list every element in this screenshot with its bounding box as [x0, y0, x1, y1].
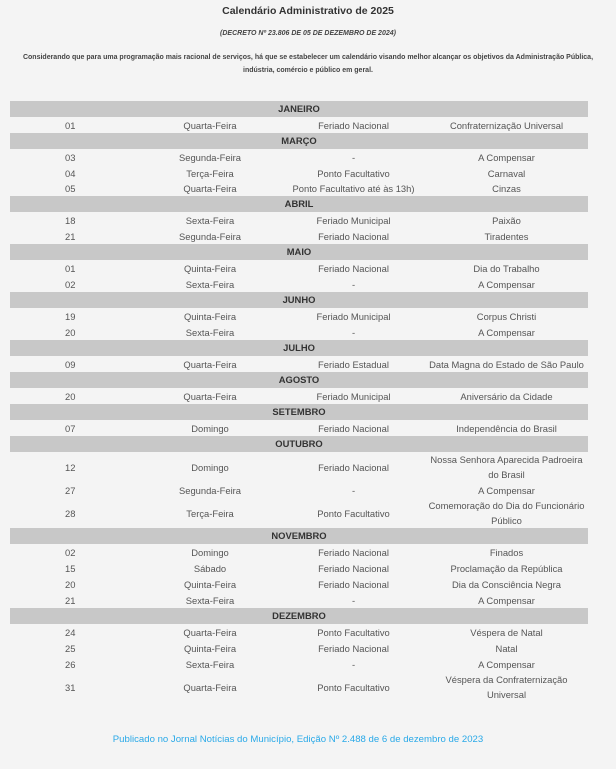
holiday-row: [10, 452, 588, 482]
month-header-row: [10, 133, 588, 149]
weekday-cell: Segunda-Feira: [178, 484, 242, 496]
description-cell: Data Magna do Estado de São Paulo: [429, 358, 584, 370]
type-cell: -: [351, 594, 356, 606]
day-cell: 15: [65, 562, 76, 574]
holiday-row: [10, 149, 588, 165]
weekday-cell: Quarta-Feira: [183, 626, 237, 638]
day-cell: 27: [65, 484, 76, 496]
weekday-cell: Domingo: [191, 461, 229, 473]
description-cell: Aniversário da Cidade: [460, 390, 553, 402]
holiday-row: [10, 498, 588, 528]
description-cell: Independência do Brasil: [456, 422, 557, 434]
description-cell: Finados: [489, 546, 524, 558]
month-header-row: [10, 404, 588, 420]
holiday-row: [10, 117, 588, 133]
type-cell: Feriado Municipal: [316, 214, 391, 226]
holiday-row: [10, 228, 588, 244]
description-cell: Corpus Christi: [476, 310, 537, 322]
type-cell: -: [351, 278, 356, 290]
weekday-cell: Quinta-Feira: [183, 262, 237, 274]
type-cell: Ponto Facultativo: [317, 167, 390, 179]
day-cell: 31: [65, 681, 76, 693]
holiday-row: [10, 260, 588, 276]
holiday-row: [10, 308, 588, 324]
description-cell: A Compensar: [478, 151, 535, 163]
description-cell: A Compensar: [478, 594, 535, 606]
type-cell: Feriado Nacional: [318, 262, 389, 274]
holiday-row: [10, 482, 588, 498]
holiday-row: [10, 640, 588, 656]
day-cell: 20: [65, 326, 76, 338]
description-cell: Dia do Trabalho: [473, 262, 540, 274]
description-cell: Natal: [495, 642, 518, 654]
day-cell: 20: [65, 390, 76, 402]
weekday-cell: Terça-Feira: [186, 167, 234, 179]
description-cell: Confraternização Universal: [449, 119, 564, 131]
description-cell: Dia da Consciência Negra: [452, 578, 561, 590]
weekday-cell: Quinta-Feira: [183, 310, 237, 322]
holiday-row: [10, 576, 588, 592]
holiday-row: [10, 624, 588, 640]
type-cell: Feriado Estadual: [318, 358, 389, 370]
holiday-row: [10, 560, 588, 576]
day-cell: 28: [65, 507, 76, 519]
description-cell: Véspera da Confraternização Universal: [445, 674, 568, 700]
month-header-row: [10, 101, 588, 117]
decree-subtitle: (DECRETO Nº 23.806 DE 05 DE DEZEMBRO DE 2024): [220, 30, 396, 37]
description-cell: A Compensar: [478, 484, 535, 496]
day-cell: 19: [65, 310, 76, 322]
month-name: NOVEMBRO: [10, 528, 588, 544]
day-cell: 21: [65, 594, 76, 606]
type-cell: -: [351, 658, 356, 670]
month-name: JUNHO: [10, 292, 588, 308]
type-cell: Feriado Nacional: [318, 578, 389, 590]
publication-link[interactable]: Publicado no Jornal Notícias do Município, Edição Nº 2.488 de 6 de dezembro de 2023: [112, 734, 484, 745]
day-cell: 02: [65, 278, 76, 290]
month-name: SETEMBRO: [10, 404, 588, 420]
type-cell: -: [351, 484, 356, 496]
description-cell: A Compensar: [478, 326, 535, 338]
intro-paragraph: Considerando que para uma programação mais racional de serviços, há que se estabelecer um calendário visando melhor alcançar os objetivos da Administração Pública, indústria, comércio e público em geral.: [22, 54, 594, 74]
day-cell: 05: [65, 183, 76, 194]
day-cell: 12: [65, 461, 76, 473]
day-cell: 25: [65, 642, 76, 654]
description-cell: Comemoração do Dia do Funcionário Público: [428, 500, 585, 526]
weekday-cell: Quarta-Feira: [183, 681, 237, 693]
weekday-cell: Quinta-Feira: [183, 578, 237, 590]
type-cell: Ponto Facultativo: [317, 626, 390, 638]
type-cell: Feriado Nacional: [318, 422, 389, 434]
type-cell: Feriado Nacional: [318, 461, 389, 473]
type-cell: Ponto Facultativo: [317, 681, 390, 693]
description-cell: Paixão: [492, 214, 521, 226]
month-name: JULHO: [10, 340, 588, 356]
month-name: AGOSTO: [10, 372, 588, 388]
weekday-cell: Quarta-Feira: [183, 390, 237, 402]
month-header-row: [10, 196, 588, 212]
description-cell: Tiradentes: [484, 230, 529, 242]
holiday-row: [10, 388, 588, 404]
weekday-cell: Quarta-Feira: [183, 183, 237, 194]
type-cell: Feriado Municipal: [316, 310, 391, 322]
day-cell: 26: [65, 658, 76, 670]
type-cell: Ponto Facultativo até às 13h): [292, 183, 415, 194]
month-name: DEZEMBRO: [10, 608, 588, 624]
calendar-body: [10, 101, 588, 702]
month-name: ABRIL: [10, 196, 588, 212]
weekday-cell: Quinta-Feira: [183, 642, 237, 654]
day-cell: 07: [65, 422, 76, 434]
weekday-cell: Segunda-Feira: [178, 230, 242, 242]
day-cell: 24: [65, 626, 76, 638]
description-cell: Nossa Senhora Aparecida Padroeira do Brasil: [430, 454, 583, 480]
weekday-cell: Sábado: [193, 562, 227, 574]
weekday-cell: Sexta-Feira: [185, 594, 235, 606]
type-cell: Feriado Municipal: [316, 390, 391, 402]
month-header-row: [10, 608, 588, 624]
day-cell: 03: [65, 151, 76, 163]
calendar-table: [10, 101, 588, 702]
type-cell: Feriado Nacional: [318, 546, 389, 558]
holiday-row: [10, 544, 588, 560]
day-cell: 01: [65, 262, 76, 274]
day-cell: 02: [65, 546, 76, 558]
day-cell: 09: [65, 358, 76, 370]
weekday-cell: Sexta-Feira: [185, 326, 235, 338]
holiday-row: [10, 324, 588, 340]
type-cell: Ponto Facultativo: [317, 507, 390, 519]
type-cell: Feriado Nacional: [318, 642, 389, 654]
day-cell: 18: [65, 214, 76, 226]
holiday-row: [10, 165, 588, 181]
holiday-row: [10, 672, 588, 702]
type-cell: Feriado Nacional: [318, 230, 389, 242]
description-cell: A Compensar: [478, 658, 535, 670]
weekday-cell: Domingo: [191, 422, 229, 434]
type-cell: -: [351, 326, 356, 338]
holiday-row: [10, 212, 588, 228]
holiday-row: [10, 276, 588, 292]
month-name: MAIO: [10, 244, 588, 260]
month-name: OUTUBRO: [10, 436, 588, 452]
description-cell: Véspera de Natal: [470, 626, 543, 638]
month-header-row: [10, 436, 588, 452]
weekday-cell: Domingo: [191, 546, 229, 558]
month-header-row: [10, 528, 588, 544]
month-header-row: [10, 372, 588, 388]
description-cell: A Compensar: [478, 278, 535, 290]
description-cell: Proclamação da República: [450, 562, 563, 574]
month-name: JANEIRO: [10, 101, 588, 117]
description-cell: Cinzas: [492, 183, 521, 194]
weekday-cell: Terça-Feira: [186, 507, 234, 519]
type-cell: Feriado Nacional: [318, 562, 389, 574]
day-cell: 04: [65, 167, 76, 179]
holiday-row: [10, 592, 588, 608]
holiday-row: [10, 181, 588, 196]
weekday-cell: Quarta-Feira: [183, 358, 237, 370]
page-title: Calendário Administrativo de 2025: [222, 5, 394, 17]
month-header-row: [10, 292, 588, 308]
day-cell: 20: [65, 578, 76, 590]
description-cell: Carnaval: [487, 167, 526, 179]
day-cell: 01: [65, 119, 76, 131]
weekday-cell: Quarta-Feira: [183, 119, 237, 131]
weekday-cell: Segunda-Feira: [178, 151, 242, 163]
weekday-cell: Sexta-Feira: [185, 658, 235, 670]
weekday-cell: Sexta-Feira: [185, 278, 235, 290]
weekday-cell: Sexta-Feira: [185, 214, 235, 226]
type-cell: -: [351, 151, 356, 163]
holiday-row: [10, 656, 588, 672]
month-name: MARÇO: [10, 133, 588, 149]
holiday-row: [10, 356, 588, 372]
holiday-row: [10, 420, 588, 436]
type-cell: Feriado Nacional: [318, 119, 389, 131]
month-header-row: [10, 244, 588, 260]
month-header-row: [10, 340, 588, 356]
day-cell: 21: [65, 230, 76, 242]
